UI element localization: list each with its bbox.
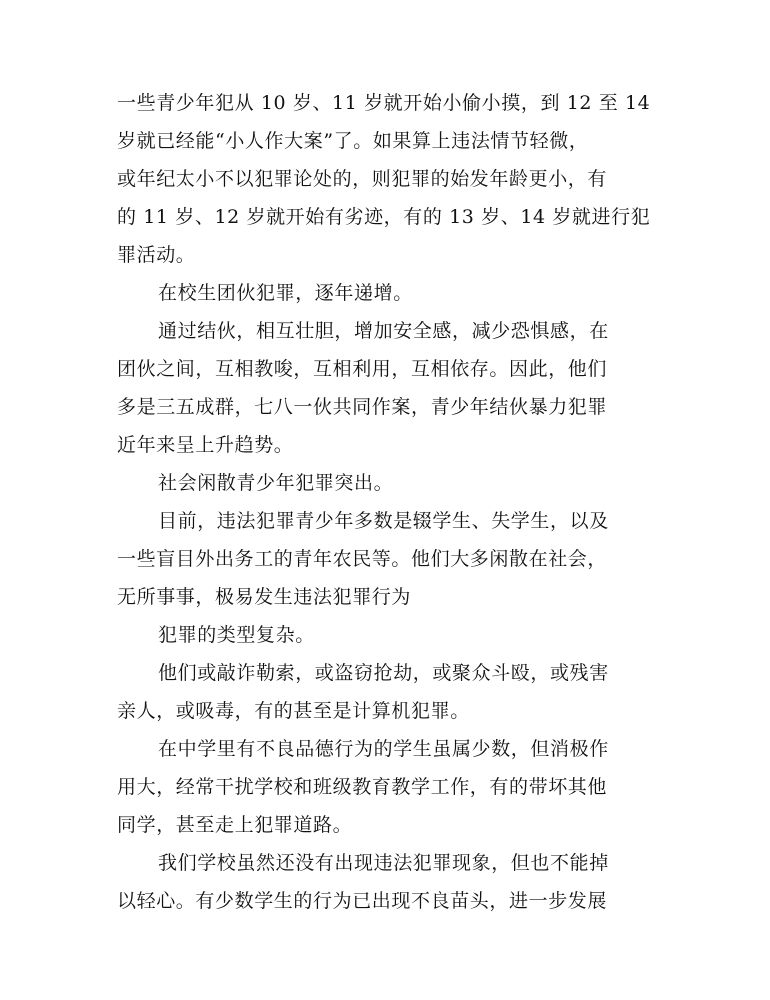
paragraph-line: 无所事事，极易发生违法犯罪行为 [117,586,412,608]
paragraph-line: 在中学里有不良品德行为的学生虽属少数，但消极作 [158,738,609,760]
paragraph-line: 通过结伙，相互壮胆，增加安全感，减少恐惧感，在 [158,320,609,342]
paragraph-line: 多是三五成群，七八一伙共同作案，青少年结伙暴力犯罪 [117,396,608,418]
paragraph-line: 罪活动。 [117,244,196,266]
paragraph-line: 我们学校虽然还没有出现违法犯罪现象，但也不能掉 [158,852,609,874]
section-heading: 社会闲散青少年犯罪突出。 [158,472,394,494]
paragraph-line: 或年纪太小不以犯罪论处的，则犯罪的始发年龄更小，有 [117,168,608,190]
paragraph-line: 他们或敲诈勒索，或盗窃抢劫，或聚众斗殴，或残害 [158,662,609,684]
paragraph-line: 岁就已经能“小人作大案”了。如果算上违法情节轻微， [117,130,589,152]
section-heading: 犯罪的类型复杂。 [158,624,315,646]
paragraph-line: 以轻心。有少数学生的行为已出现不良苗头，进一步发展 [117,890,608,912]
paragraph-line: 亲人，或吸毒，有的甚至是计算机犯罪。 [117,700,470,722]
paragraph-line: 近年来呈上升趋势。 [117,434,294,456]
paragraph-line: 同学，甚至走上犯罪道路。 [117,814,353,836]
paragraph-line: 一些盲目外出务工的青年农民等。他们大多闲散在社会， [117,548,608,570]
paragraph-line: 目前，违法犯罪青少年多数是辍学生、失学生，以及 [158,510,609,532]
paragraph-line: 一些青少年犯从 10 岁、11 岁就开始小偷小摸，到 12 至 14 [117,92,651,114]
paragraph-line: 用大，经常干扰学校和班级教育教学工作，有的带坏其他 [117,776,608,798]
section-heading: 在校生团伙犯罪，逐年递增。 [158,282,413,304]
paragraph-line: 的 11 岁、12 岁就开始有劣迹，有的 13 岁、14 岁就进行犯 [117,206,651,228]
paragraph-line: 团伙之间，互相教唆，互相利用，互相依存。因此，他们 [117,358,608,380]
